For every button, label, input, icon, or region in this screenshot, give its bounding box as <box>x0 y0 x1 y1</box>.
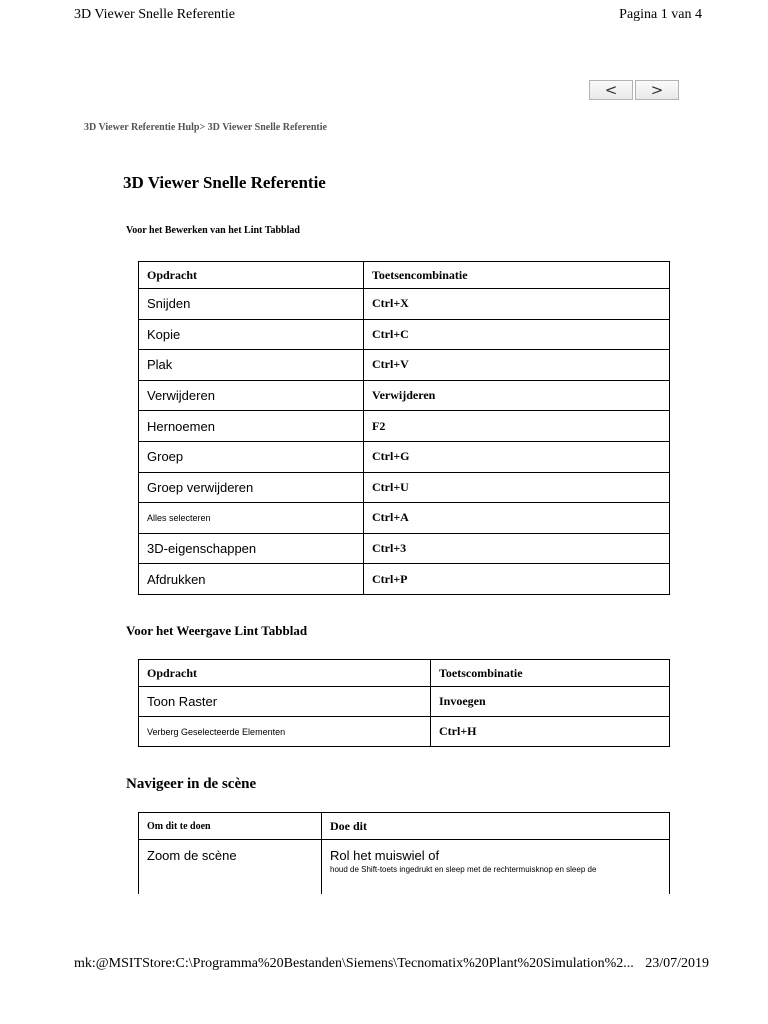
shortcut-cell: Ctrl+3 <box>364 533 670 564</box>
command-cell: Toon Raster <box>139 687 431 717</box>
page-indicator: Pagina 1 van 4 <box>619 7 702 22</box>
command-cell: 3D-eigenschappen <box>139 533 364 564</box>
column-header-keys: Toetscombinatie <box>431 660 670 687</box>
table-row <box>139 840 670 895</box>
shortcut-cell: Ctrl+A <box>364 503 670 534</box>
shortcut-cell: Ctrl+P <box>364 564 670 595</box>
column-header-keys: Toetsencombinatie <box>364 262 670 289</box>
footer-date: 23/07/2019 <box>645 956 709 971</box>
command-cell: Groep <box>139 441 364 472</box>
shortcut-cell: Ctrl+V <box>364 350 670 381</box>
table-row <box>139 441 670 472</box>
document-title: 3D Viewer Snelle Referentie <box>74 7 236 22</box>
breadcrumb <box>84 122 327 133</box>
column-header-action: Doe dit <box>322 813 670 840</box>
shortcut-cell: Ctrl+H <box>431 717 670 747</box>
breadcrumb-link-parent[interactable]: 3D Viewer Referentie Hulp <box>84 122 200 133</box>
shortcut-cell: Invoegen <box>431 687 670 717</box>
table-row <box>139 564 670 595</box>
chevron-right-icon: > <box>650 81 664 99</box>
table-row <box>139 533 670 564</box>
navigation-table-container <box>137 812 671 894</box>
command-cell: Kopie <box>139 319 364 350</box>
table-row <box>139 411 670 442</box>
page-title: 3D Viewer Snelle Referentie <box>123 173 326 192</box>
command-cell: Alles selecteren <box>139 503 364 534</box>
section-heading-edit-ribbon: Voor het Bewerken van het Lint Tabblad <box>126 225 300 236</box>
action-detail-text: houd de Shift-toets ingedrukt en sleep met de rechtermuisknop en sleep de <box>330 865 597 874</box>
table-row <box>139 717 670 747</box>
shortcut-cell: Verwijderen <box>364 380 670 411</box>
command-cell: Verwijderen <box>139 380 364 411</box>
command-cell: Groep verwijderen <box>139 472 364 503</box>
table-header-row <box>139 813 670 840</box>
table-row <box>139 350 670 381</box>
task-cell: Zoom de scène <box>139 840 322 895</box>
column-header-command: Opdracht <box>139 262 364 289</box>
table-row <box>139 472 670 503</box>
table-row <box>139 289 670 320</box>
table-row <box>139 380 670 411</box>
next-page-button[interactable] <box>635 80 679 100</box>
command-cell: Plak <box>139 350 364 381</box>
navigation-table <box>138 812 670 894</box>
shortcut-cell: Ctrl+X <box>364 289 670 320</box>
shortcut-cell: Ctrl+G <box>364 441 670 472</box>
shortcut-cell: Ctrl+C <box>364 319 670 350</box>
table-header-row <box>139 660 670 687</box>
view-shortcuts-table <box>138 659 670 747</box>
section-heading-navigate-scene: Navigeer in de scène <box>126 776 257 792</box>
breadcrumb-separator: > <box>199 122 208 133</box>
section-heading-view-ribbon: Voor het Weergave Lint Tabblad <box>126 623 308 638</box>
action-text: Rol het muiswiel of <box>330 848 440 863</box>
command-cell: Hernoemen <box>139 411 364 442</box>
action-cell <box>322 840 670 895</box>
chevron-left-icon: < <box>604 81 618 99</box>
breadcrumb-current: 3D Viewer Snelle Referentie <box>207 122 327 133</box>
table-row <box>139 503 670 534</box>
command-cell: Snijden <box>139 289 364 320</box>
table-row <box>139 687 670 717</box>
table-row <box>139 319 670 350</box>
column-header-command: Opdracht <box>139 660 431 687</box>
prev-page-button[interactable] <box>589 80 633 100</box>
edit-shortcuts-table <box>138 261 670 595</box>
column-header-task: Om dit te doen <box>139 813 322 840</box>
table-header-row <box>139 262 670 289</box>
shortcut-cell: Ctrl+U <box>364 472 670 503</box>
command-cell: Verberg Geselecteerde Elementen <box>139 717 431 747</box>
command-cell: Afdrukken <box>139 564 364 595</box>
footer-source-path: mk:@MSITStore:C:\Programma%20Bestanden\Siemens\Tecnomatix%20Plant%20Simulation%2... <box>74 956 634 971</box>
page-navigation <box>589 80 679 100</box>
shortcut-cell: F2 <box>364 411 670 442</box>
